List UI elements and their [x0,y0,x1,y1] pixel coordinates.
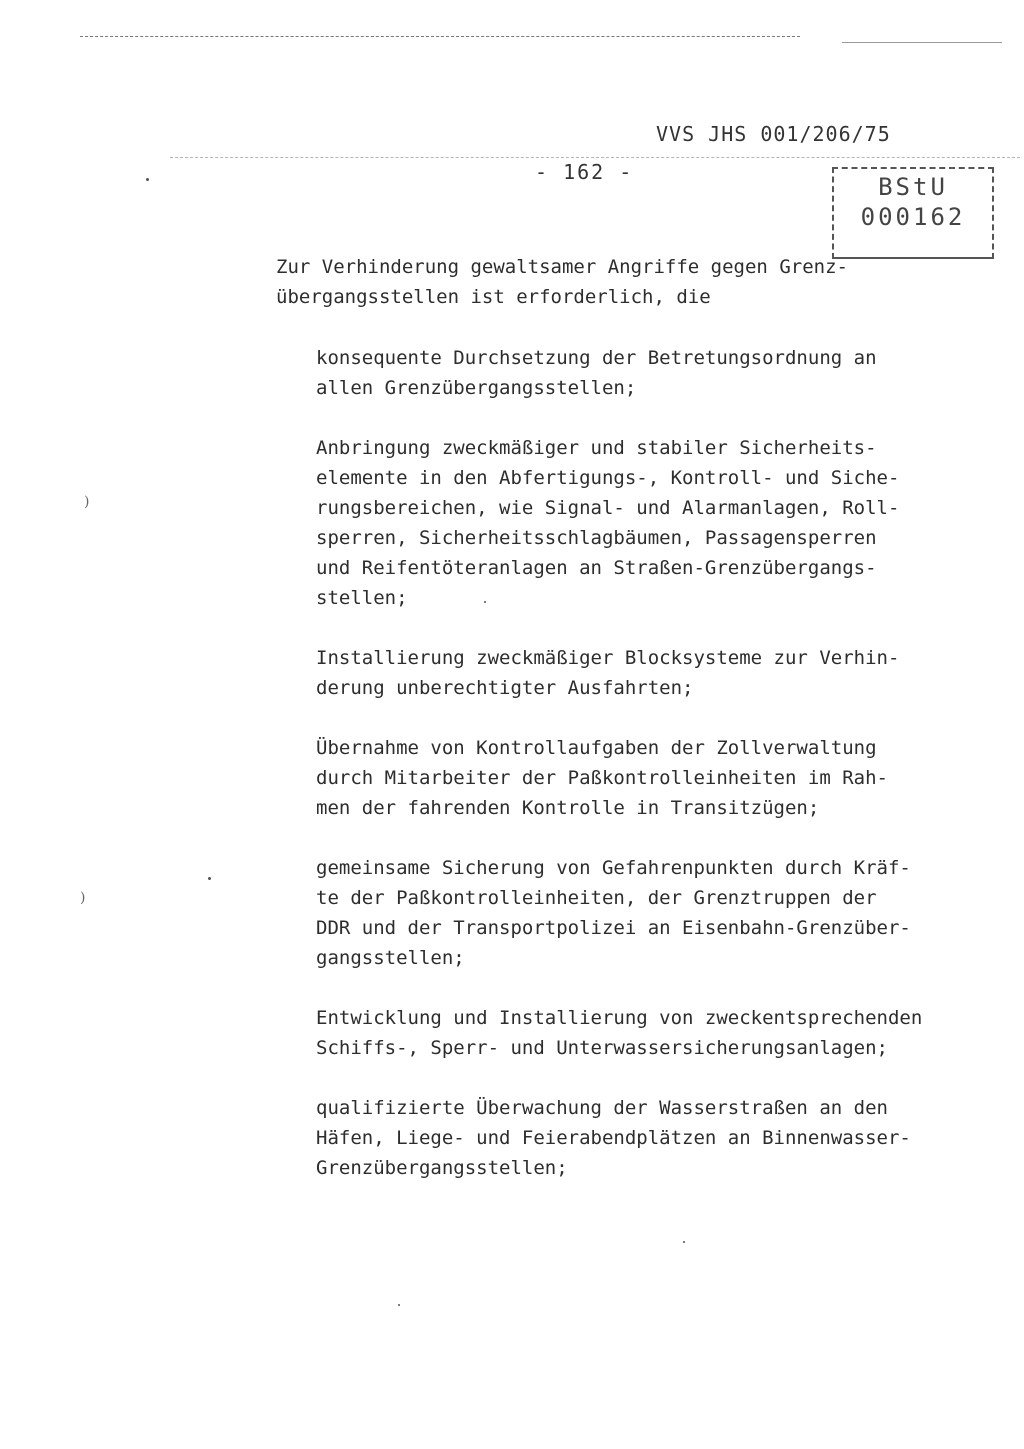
list-item: Anbringung zweckmäßiger und stabiler Sicherheits- elemente in den Abfertigungs-, Kontroll- und Siche- rungsbereichen, wie Signal- und Alarmanlagen, Roll- sperren, Sicherheitsschlagbäumen, Passagensperren und Reifentöteranlagen an Straßen-Grenzübergangs- stellen; [316,437,900,609]
archive-stamp [832,167,994,259]
stamp-number: 000162 [860,203,966,231]
list-item: Installierung zweckmäßiger Blocksysteme zur Verhin- derung unberechtigter Ausfahrten; [316,647,900,699]
speck [683,1241,685,1243]
measures-list [316,343,996,1213]
page-number: - 162 - [535,160,634,184]
list-item: Übernahme von Kontrollaufgaben der Zollverwaltung durch Mitarbeiter der Paßkontrolleinheiten im Rah- men der fahrenden Kontrolle in Transitzügen; [316,737,888,819]
list-item: Entwicklung und Installierung von zweckentsprechenden Schiffs-, Sperr- und Unterwassersicherungsanlagen; [316,1007,923,1059]
list-item: gemeinsame Sicherung von Gefahrenpunkten durch Kräf- te der Paßkontrolleinheiten, der Grenztruppen der DDR und der Transportpolizei an Eisenbahn-Grenzüber- gangsstellen; [316,857,911,969]
list-item: qualifizierte Überwachung der Wasserstraßen an den Häfen, Liege- und Feierabendplätzen an Binnenwasser- Grenzübergangsstellen; [316,1097,911,1179]
document-reference: VVS JHS 001/206/75 [656,122,891,146]
stamp-agency: BStU [878,173,948,201]
speck [398,1304,400,1306]
top-rule [80,36,800,37]
list-item: konsequente Durchsetzung der Betretungsordnung an allen Grenzübergangsstellen; [316,347,877,399]
speck [146,178,149,181]
margin-mark: ) [80,890,86,906]
header-rule [170,157,1020,158]
intro-paragraph: Zur Verhinderung gewaltsamer Angriffe gegen Grenz- übergangsstellen ist erforderlich, die [276,256,848,308]
speck [208,877,211,880]
top-rule-right [842,42,1002,43]
margin-mark: ) [84,494,90,510]
